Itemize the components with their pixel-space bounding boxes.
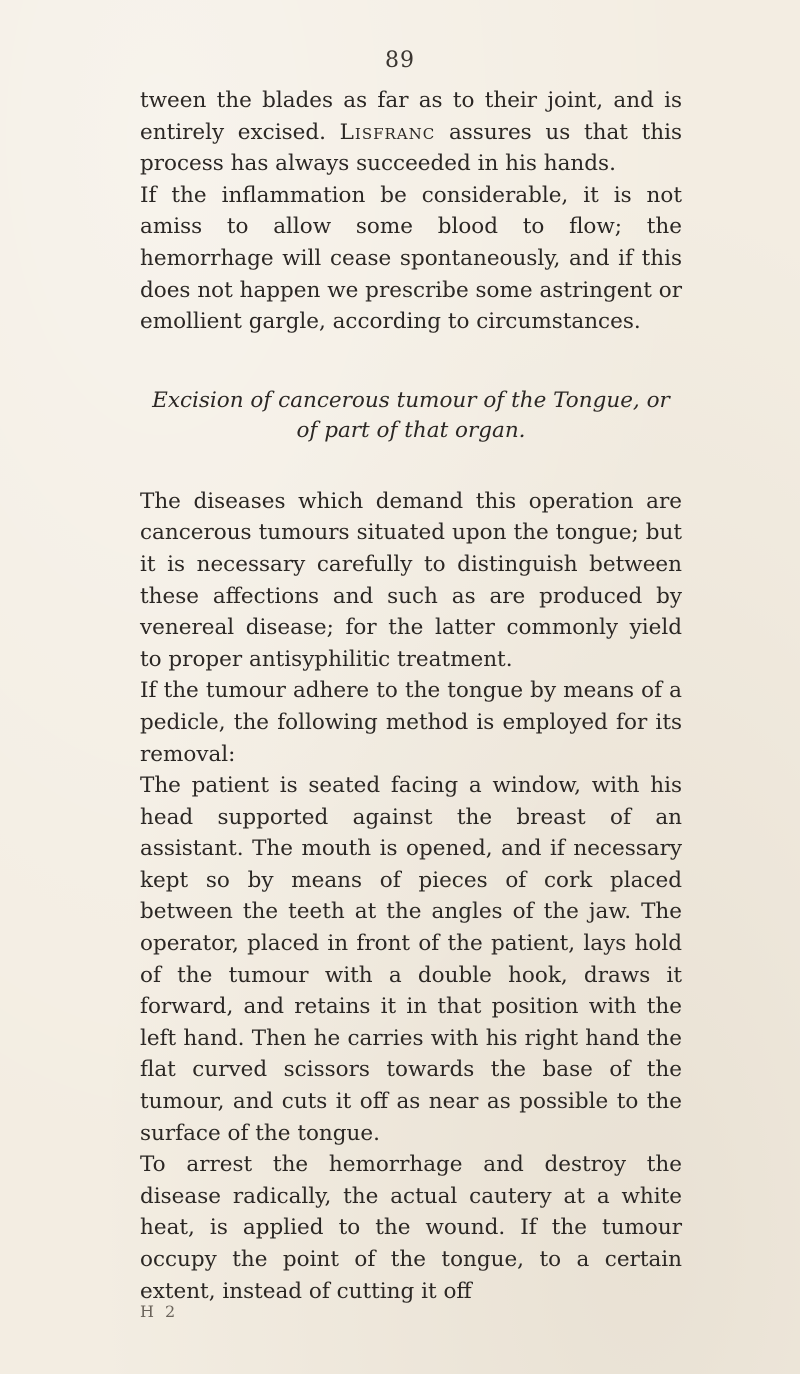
page-body — [140, 85, 682, 1307]
paragraph-continuation — [140, 85, 682, 180]
page-number: 89 — [385, 48, 415, 73]
paragraph-diseases: The diseases which demand this operation are cancerous tumours situated upon the tongue; but it is necessary carefully to distinguish between these affections and such as are produced by venereal disease; for the latter commonly yield to proper antisyphilitic treatment. — [140, 488, 682, 672]
paragraph-text: assures us that this process has always succeeded in his hands. — [140, 119, 683, 177]
signature-mark: H 2 — [140, 1302, 179, 1321]
section-heading: Excision of cancerous tumour of the Tongue, or of part of that organ. — [152, 387, 670, 443]
author-name: Lisfranc — [339, 119, 436, 145]
paragraph-pedicle: If the tumour adhere to the tongue by means of a pedicle, the following method is employed for its removal: — [140, 678, 682, 767]
paragraph-text: tween the blades as far as to their joint, and is entirely excised. — [140, 88, 682, 145]
paragraph-inflammation: If the inflammation be considerable, it is not amiss to allow some blood to flow; the hemorrhage will cease spontaneously, and if this does not happen we prescribe some astringent or emollient gargle, according to circumstances. — [140, 182, 682, 335]
paragraph-cautery: To arrest the hemorrhage and destroy the disease radically, the actual cautery at a white heat, is applied to the wound. If the tumour occupy the point of the tongue, to a certain extent, instead of cutting it off — [140, 1152, 682, 1304]
paragraph-procedure: The patient is seated facing a window, with his head supported against the breast of an assistant. The mouth is opened, and if necessary kept so by means of pieces of cork placed between the teeth at the angles of the jaw. The operator, placed in front of the patient, lays hold of the tumour with a double hook, draws it forward, and retains it in that position with the left hand. Then he carries with his right hand the flat curved scissors towards the base of the tumour, and cuts it off as near as possible to the surface of the tongue. — [140, 773, 682, 1146]
